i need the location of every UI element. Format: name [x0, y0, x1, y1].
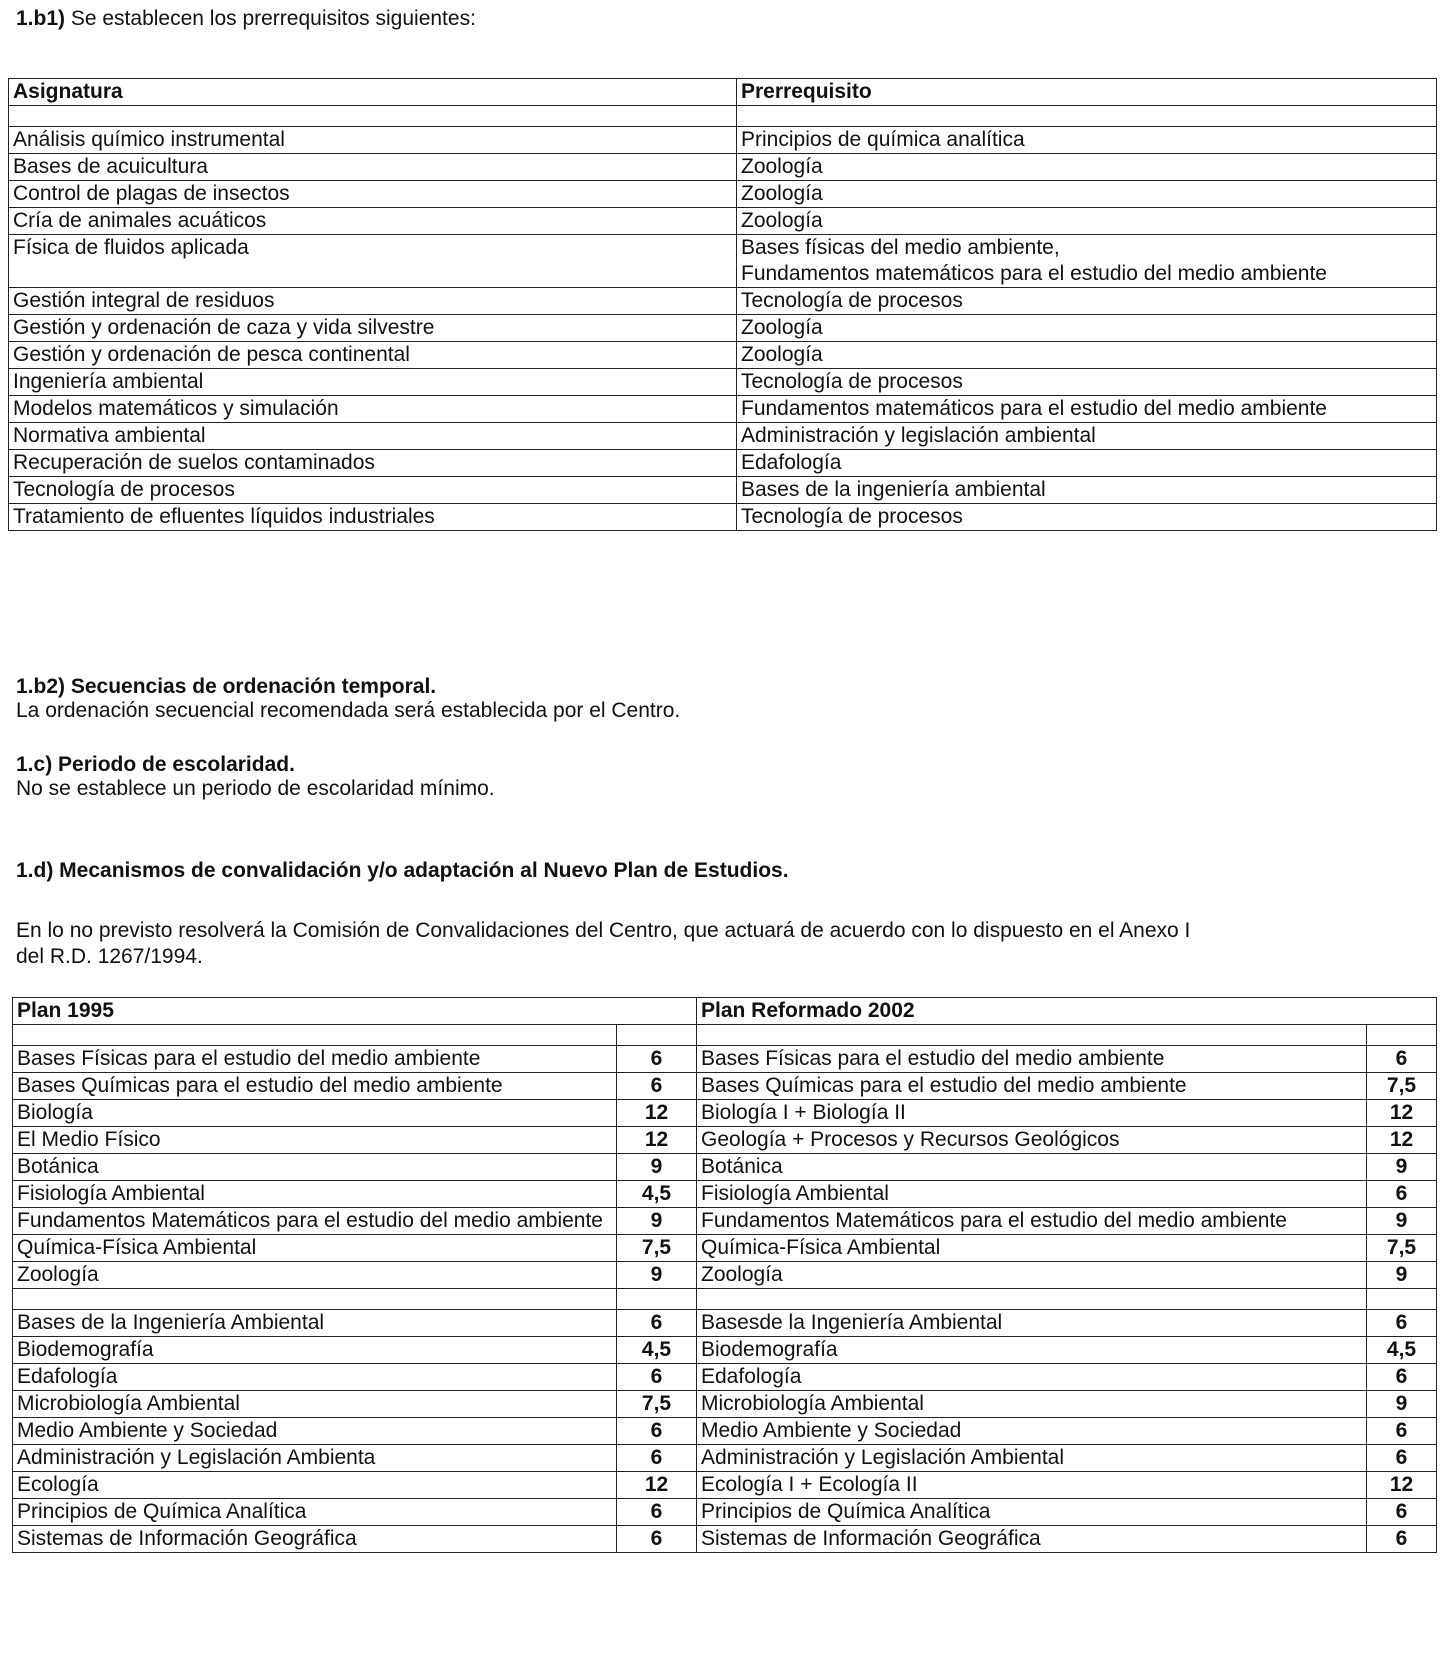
table-row	[9, 127, 1437, 154]
prerequisite-cell	[737, 208, 1437, 235]
table-row	[9, 342, 1437, 369]
plan-2002-subject: Bases Físicas para el estudio del medio ambiente	[697, 1046, 1367, 1073]
prerequisite-line: Edafología	[741, 451, 842, 474]
blank-cell	[697, 1289, 1367, 1310]
plan-2002-credits: 6	[1367, 1046, 1437, 1073]
plan-1995-credits: 6	[617, 1046, 697, 1073]
prerequisite-line: Zoología	[741, 209, 823, 232]
table-row	[13, 1235, 1437, 1262]
plan-2002-credits: 6	[1367, 1499, 1437, 1526]
plan-1995-credits: 9	[617, 1208, 697, 1235]
plan-2002-credits: 6	[1367, 1418, 1437, 1445]
plan-2002-subject: Medio Ambiente y Sociedad	[697, 1418, 1367, 1445]
table-row	[9, 423, 1437, 450]
plan-2002-subject: Principios de Química Analítica	[697, 1499, 1367, 1526]
plan-1995-credits: 9	[617, 1154, 697, 1181]
blank-row	[9, 106, 1437, 127]
section-b1-heading	[16, 6, 476, 32]
subject-cell: Cría de animales acuáticos	[9, 208, 737, 235]
table-row	[9, 208, 1437, 235]
plan-1995-subject: Química-Física Ambiental	[13, 1235, 617, 1262]
blank-row	[13, 1025, 1437, 1046]
prerequisite-line: Bases de la ingeniería ambiental	[741, 478, 1046, 501]
plan-1995-credits: 6	[617, 1418, 697, 1445]
prerequisite-line: Administración y legislación ambiental	[741, 424, 1096, 447]
blank-cell	[9, 106, 737, 127]
plan-2002-credits: 7,5	[1367, 1235, 1437, 1262]
plan-1995-subject: Fisiología Ambiental	[13, 1181, 617, 1208]
section-c-heading: 1.c) Periodo de escolaridad.	[16, 753, 295, 776]
plan-1995-credits: 9	[617, 1262, 697, 1289]
plan-2002-credits: 6	[1367, 1181, 1437, 1208]
plan-2002-credits: 12	[1367, 1472, 1437, 1499]
plan-2002-credits: 6	[1367, 1364, 1437, 1391]
prerequisite-cell	[737, 127, 1437, 154]
table-row	[9, 181, 1437, 208]
subject-cell: Análisis químico instrumental	[9, 127, 737, 154]
prerequisite-line: Fundamentos matemáticos para el estudio del medio ambiente	[741, 262, 1327, 285]
table-row	[9, 288, 1437, 315]
plan-1995-credits: 4,5	[617, 1181, 697, 1208]
subject-cell: Física de fluidos aplicada	[9, 235, 737, 288]
plan-2002-subject: Biodemografía	[697, 1337, 1367, 1364]
prerequisite-line: Tecnología de procesos	[741, 289, 963, 312]
plan-2002-credits: 9	[1367, 1262, 1437, 1289]
plan-2002-subject: Zoología	[697, 1262, 1367, 1289]
plan-2002-credits: 6	[1367, 1526, 1437, 1553]
plan-2002-credits: 12	[1367, 1127, 1437, 1154]
plan-1995-credits: 7,5	[617, 1235, 697, 1262]
plan-1995-subject: El Medio Físico	[13, 1127, 617, 1154]
prerequisite-cell	[737, 477, 1437, 504]
subject-cell: Normativa ambiental	[9, 423, 737, 450]
prerequisite-cell	[737, 235, 1437, 288]
table-row	[9, 154, 1437, 181]
blank-cell	[1367, 1289, 1437, 1310]
prerequisite-line: Zoología	[741, 182, 823, 205]
table-row	[13, 1127, 1437, 1154]
subject-cell: Control de plagas de insectos	[9, 181, 737, 208]
prerequisite-cell	[737, 315, 1437, 342]
plan-2002-credits: 9	[1367, 1391, 1437, 1418]
plan-1995-header: Plan 1995	[13, 998, 697, 1025]
table-row	[9, 477, 1437, 504]
plan-1995-subject: Zoología	[13, 1262, 617, 1289]
plan-2002-credits: 6	[1367, 1445, 1437, 1472]
plan-2002-subject: Geología + Procesos y Recursos Geológicos	[697, 1127, 1367, 1154]
plan-2002-subject: Administración y Legislación Ambiental	[697, 1445, 1367, 1472]
prerequisites-table	[8, 78, 1437, 531]
prerequisite-line: Zoología	[741, 155, 823, 178]
section-c-text: No se establece un periodo de escolaridad mínimo.	[16, 777, 495, 800]
plan-1995-credits: 6	[617, 1310, 697, 1337]
plan-1995-credits: 6	[617, 1499, 697, 1526]
plan-2002-subject: Fundamentos Matemáticos para el estudio del medio ambiente	[697, 1208, 1367, 1235]
subject-cell: Bases de acuicultura	[9, 154, 737, 181]
plan-1995-credits: 12	[617, 1472, 697, 1499]
blank-cell	[1367, 1025, 1437, 1046]
blank-row	[13, 1289, 1437, 1310]
plan-1995-subject: Botánica	[13, 1154, 617, 1181]
plan-2002-subject: Botánica	[697, 1154, 1367, 1181]
section-b1-text: Se establecen los prerrequisitos siguientes:	[65, 7, 476, 30]
plan-1995-subject: Biología	[13, 1100, 617, 1127]
plan-2002-subject: Biología I + Biología II	[697, 1100, 1367, 1127]
table-row	[9, 504, 1437, 531]
plan-1995-subject: Bases Físicas para el estudio del medio ambiente	[13, 1046, 617, 1073]
column-header: Asignatura	[9, 79, 737, 106]
plan-2002-subject: Bases Químicas para el estudio del medio ambiente	[697, 1073, 1367, 1100]
table-row	[13, 1073, 1437, 1100]
section-b2-text: La ordenación secuencial recomendada será establecida por el Centro.	[16, 699, 681, 722]
plan-2002-subject: Basesde la Ingeniería Ambiental	[697, 1310, 1367, 1337]
section-b2-heading: 1.b2) Secuencias de ordenación temporal.	[16, 675, 437, 698]
table-row	[9, 315, 1437, 342]
prerequisite-cell	[737, 423, 1437, 450]
plan-1995-credits: 12	[617, 1127, 697, 1154]
plan-1995-credits: 6	[617, 1526, 697, 1553]
plan-1995-credits: 6	[617, 1364, 697, 1391]
table-row	[9, 450, 1437, 477]
blank-cell	[13, 1025, 617, 1046]
plan-2002-credits: 9	[1367, 1208, 1437, 1235]
table-row	[13, 1262, 1437, 1289]
prerequisite-line: Zoología	[741, 343, 823, 366]
plan-1995-subject: Sistemas de Información Geográfica	[13, 1526, 617, 1553]
subject-cell: Gestión integral de residuos	[9, 288, 737, 315]
section-d-text-line2: del R.D. 1267/1994.	[16, 945, 203, 968]
subject-cell: Modelos matemáticos y simulación	[9, 396, 737, 423]
plan-2002-subject: Química-Física Ambiental	[697, 1235, 1367, 1262]
table-row	[13, 1499, 1437, 1526]
subject-cell: Gestión y ordenación de caza y vida silvestre	[9, 315, 737, 342]
plan-2002-subject: Sistemas de Información Geográfica	[697, 1526, 1367, 1553]
table-row	[13, 1181, 1437, 1208]
table-row	[13, 1337, 1437, 1364]
prerequisite-cell	[737, 504, 1437, 531]
table-header-row	[9, 79, 1437, 106]
prerequisite-line: Fundamentos matemáticos para el estudio del medio ambiente	[741, 397, 1327, 420]
blank-cell	[617, 1289, 697, 1310]
plan-2002-credits: 9	[1367, 1154, 1437, 1181]
prerequisite-line: Tecnología de procesos	[741, 370, 963, 393]
table-row	[13, 1208, 1437, 1235]
table-row	[13, 1046, 1437, 1073]
blank-cell	[737, 106, 1437, 127]
plan-2002-credits: 4,5	[1367, 1337, 1437, 1364]
plan-2002-subject: Edafología	[697, 1364, 1367, 1391]
plan-1995-subject: Fundamentos Matemáticos para el estudio del medio ambiente	[13, 1208, 617, 1235]
prerequisite-cell	[737, 154, 1437, 181]
subject-cell: Tecnología de procesos	[9, 477, 737, 504]
table-row	[13, 1100, 1437, 1127]
plan-1995-subject: Microbiología Ambiental	[13, 1391, 617, 1418]
plan-2002-subject: Microbiología Ambiental	[697, 1391, 1367, 1418]
plan-1995-subject: Principios de Química Analítica	[13, 1499, 617, 1526]
table-header-row	[13, 998, 1437, 1025]
table-row	[13, 1391, 1437, 1418]
table-row	[9, 369, 1437, 396]
table-row	[13, 1154, 1437, 1181]
plan-2002-subject: Fisiología Ambiental	[697, 1181, 1367, 1208]
table-row	[13, 1310, 1437, 1337]
plan-2002-header: Plan Reformado 2002	[697, 998, 1437, 1025]
subject-cell: Tratamiento de efluentes líquidos industriales	[9, 504, 737, 531]
plan-1995-subject: Bases de la Ingeniería Ambiental	[13, 1310, 617, 1337]
plan-1995-subject: Ecología	[13, 1472, 617, 1499]
plan-1995-subject: Bases Químicas para el estudio del medio ambiente	[13, 1073, 617, 1100]
table-row	[13, 1526, 1437, 1553]
prerequisite-line: Zoología	[741, 316, 823, 339]
plan-1995-subject: Administración y Legislación Ambienta	[13, 1445, 617, 1472]
plan-comparison-table	[12, 997, 1437, 1553]
section-d-heading: 1.d) Mecanismos de convalidación y/o adaptación al Nuevo Plan de Estudios.	[16, 859, 789, 882]
plan-2002-credits: 12	[1367, 1100, 1437, 1127]
table-row	[13, 1472, 1437, 1499]
column-header: Prerrequisito	[737, 79, 1437, 106]
plan-1995-credits: 12	[617, 1100, 697, 1127]
prerequisite-cell	[737, 369, 1437, 396]
blank-cell	[617, 1025, 697, 1046]
plan-1995-subject: Biodemografía	[13, 1337, 617, 1364]
table-row	[13, 1364, 1437, 1391]
plan-1995-subject: Edafología	[13, 1364, 617, 1391]
section-b1-number: 1.b1)	[16, 7, 66, 30]
table-row	[13, 1445, 1437, 1472]
blank-cell	[697, 1025, 1367, 1046]
subject-cell: Ingeniería ambiental	[9, 369, 737, 396]
plan-2002-subject: Ecología I + Ecología II	[697, 1472, 1367, 1499]
plan-1995-credits: 6	[617, 1445, 697, 1472]
plan-1995-subject: Medio Ambiente y Sociedad	[13, 1418, 617, 1445]
plan-1995-credits: 6	[617, 1073, 697, 1100]
blank-cell	[13, 1289, 617, 1310]
plan-2002-credits: 7,5	[1367, 1073, 1437, 1100]
prerequisite-cell	[737, 450, 1437, 477]
table-row	[9, 396, 1437, 423]
prerequisite-cell	[737, 181, 1437, 208]
section-d-text-line1: En lo no previsto resolverá la Comisión de Convalidaciones del Centro, que actuará de acuerdo con lo dispuesto en el Anexo I	[16, 919, 1191, 942]
prerequisite-cell	[737, 342, 1437, 369]
table-row	[13, 1418, 1437, 1445]
table-row	[9, 235, 1437, 288]
prerequisite-line: Bases físicas del medio ambiente,	[741, 236, 1060, 259]
prerequisite-line: Tecnología de procesos	[741, 505, 963, 528]
subject-cell: Recuperación de suelos contaminados	[9, 450, 737, 477]
plan-2002-credits: 6	[1367, 1310, 1437, 1337]
prerequisite-cell	[737, 288, 1437, 315]
plan-1995-credits: 4,5	[617, 1337, 697, 1364]
plan-1995-credits: 7,5	[617, 1391, 697, 1418]
prerequisite-line: Principios de química analítica	[741, 128, 1025, 151]
prerequisite-cell	[737, 396, 1437, 423]
subject-cell: Gestión y ordenación de pesca continental	[9, 342, 737, 369]
